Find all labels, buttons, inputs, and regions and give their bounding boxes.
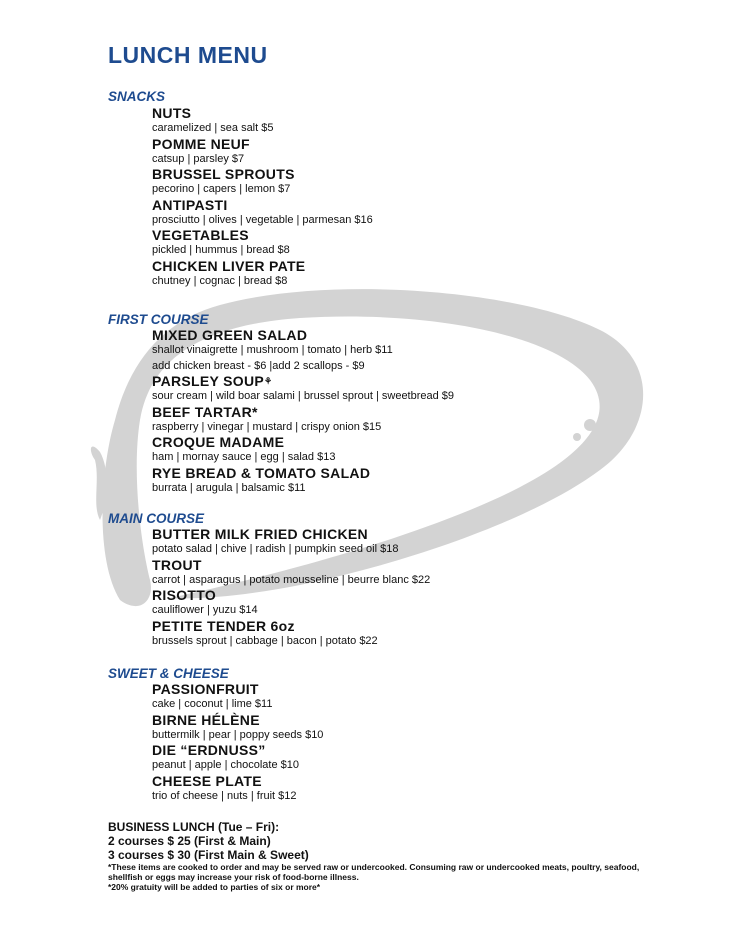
item-desc: trio of cheese | nuts | fruit $12 — [152, 789, 297, 802]
item-desc: caramelized | sea salt $5 — [152, 122, 274, 134]
section-heading-sweet-cheese: SWEET & CHEESE — [108, 666, 229, 681]
sweet-cheese-list — [152, 682, 323, 804]
item-name: CROQUE MADAME — [152, 434, 285, 450]
item-desc: shallot vinaigrette | mushroom | tomato | herb $11 — [152, 344, 393, 356]
item-desc: brussels sprout | cabbage | bacon | potato $22 — [152, 634, 378, 647]
menu-item — [152, 328, 454, 374]
menu-item — [152, 527, 430, 558]
item-name: MIXED GREEN SALAD — [152, 327, 308, 343]
item-name: RYE BREAD & TOMATO SALAD — [152, 464, 371, 481]
item-desc: catsup | parsley $7 — [152, 152, 245, 165]
menu-item — [152, 558, 430, 589]
item-name: POMME NEUF — [152, 135, 250, 152]
item-desc: raspberry | vinegar | mustard | crispy onion $15 — [152, 420, 382, 433]
menu-item — [152, 588, 430, 619]
item-desc: ham | mornay sauce | egg | salad $13 — [152, 451, 336, 463]
item-desc: sour cream | wild boar salami | brussel sprout | sweetbread $9 — [152, 390, 455, 402]
menu-item — [152, 106, 373, 137]
menu-item — [152, 198, 373, 229]
menu-item — [152, 466, 454, 497]
item-desc: burrata | arugula | balsamic $11 — [152, 481, 306, 494]
three-course-offer: 3 courses $ 30 (First Main & Sweet) — [108, 848, 309, 862]
snacks-list — [152, 106, 373, 289]
menu-item — [152, 619, 430, 650]
item-name: NUTS — [152, 105, 192, 121]
menu-item — [152, 774, 323, 805]
menu-item — [152, 259, 373, 290]
vegetarian-icon: ⚘ — [264, 376, 273, 386]
item-name: PETITE TENDER 6oz — [152, 617, 295, 634]
business-lunch-footer — [108, 820, 668, 892]
menu-item — [152, 682, 323, 713]
item-name: VEGETABLES — [152, 227, 249, 243]
item-desc: peanut | apple | chocolate $10 — [152, 759, 299, 771]
page-title: LUNCH MENU — [108, 42, 268, 68]
menu-item — [152, 137, 373, 168]
item-desc: cake | coconut | lime $11 — [152, 698, 273, 710]
item-name: BEEF TARTAR* — [152, 403, 258, 420]
item-addon: add chicken breast - $6 |add 2 scallops - $9 — [152, 359, 365, 372]
item-desc: cauliflower | yuzu $14 — [152, 604, 258, 616]
item-desc: buttermilk | pear | poppy seeds $10 — [152, 728, 324, 741]
item-name: BUTTER MILK FRIED CHICKEN — [152, 526, 368, 542]
item-name: RISOTTO — [152, 587, 217, 603]
menu-item — [152, 713, 323, 744]
item-desc: carrot | asparagus | potato mousseline | beurre blanc $22 — [152, 573, 431, 586]
section-heading-snacks: SNACKS — [108, 89, 166, 104]
gratuity-note: *20% gratuity will be added to parties of six or more* — [108, 882, 321, 892]
item-desc: pecorino | capers | lemon $7 — [152, 183, 291, 195]
item-desc: prosciutto | olives | vegetable | parmesan $16 — [152, 213, 373, 226]
menu-item — [152, 405, 454, 436]
menu-item — [152, 435, 454, 466]
item-name: PASSIONFRUIT — [152, 681, 259, 697]
menu-item — [152, 374, 454, 405]
item-name: BIRNE HÉLÈNE — [152, 711, 260, 728]
item-name: CHICKEN LIVER PATE — [152, 257, 306, 274]
business-lunch-heading: BUSINESS LUNCH (Tue – Fri): — [108, 820, 280, 834]
menu-item — [152, 228, 373, 259]
main-course-list — [152, 527, 430, 649]
first-course-list — [152, 328, 454, 496]
menu-item — [152, 743, 323, 774]
section-heading-first-course: FIRST COURSE — [108, 312, 209, 327]
section-heading-main-course: MAIN COURSE — [108, 511, 205, 526]
raw-food-disclaimer: *These items are cooked to order and may be served raw or undercooked. Consuming raw or undercooked meats, poultry, seafood, shellfish or eggs may increase your risk of food-borne illness. — [108, 862, 640, 882]
item-name: PARSLEY SOUP — [152, 373, 264, 389]
item-name: CHEESE PLATE — [152, 772, 262, 789]
menu-item — [152, 167, 373, 198]
two-course-offer: 2 courses $ 25 (First & Main) — [108, 834, 271, 848]
item-desc: potato salad | chive | radish | pumpkin seed oil $18 — [152, 543, 399, 555]
item-name: DIE “ERDNUSS” — [152, 742, 266, 758]
item-desc: pickled | hummus | bread $8 — [152, 244, 290, 256]
item-name: ANTIPASTI — [152, 196, 228, 213]
item-name: TROUT — [152, 556, 202, 573]
item-name: BRUSSEL SPROUTS — [152, 166, 295, 182]
item-desc: chutney | cognac | bread $8 — [152, 274, 288, 287]
